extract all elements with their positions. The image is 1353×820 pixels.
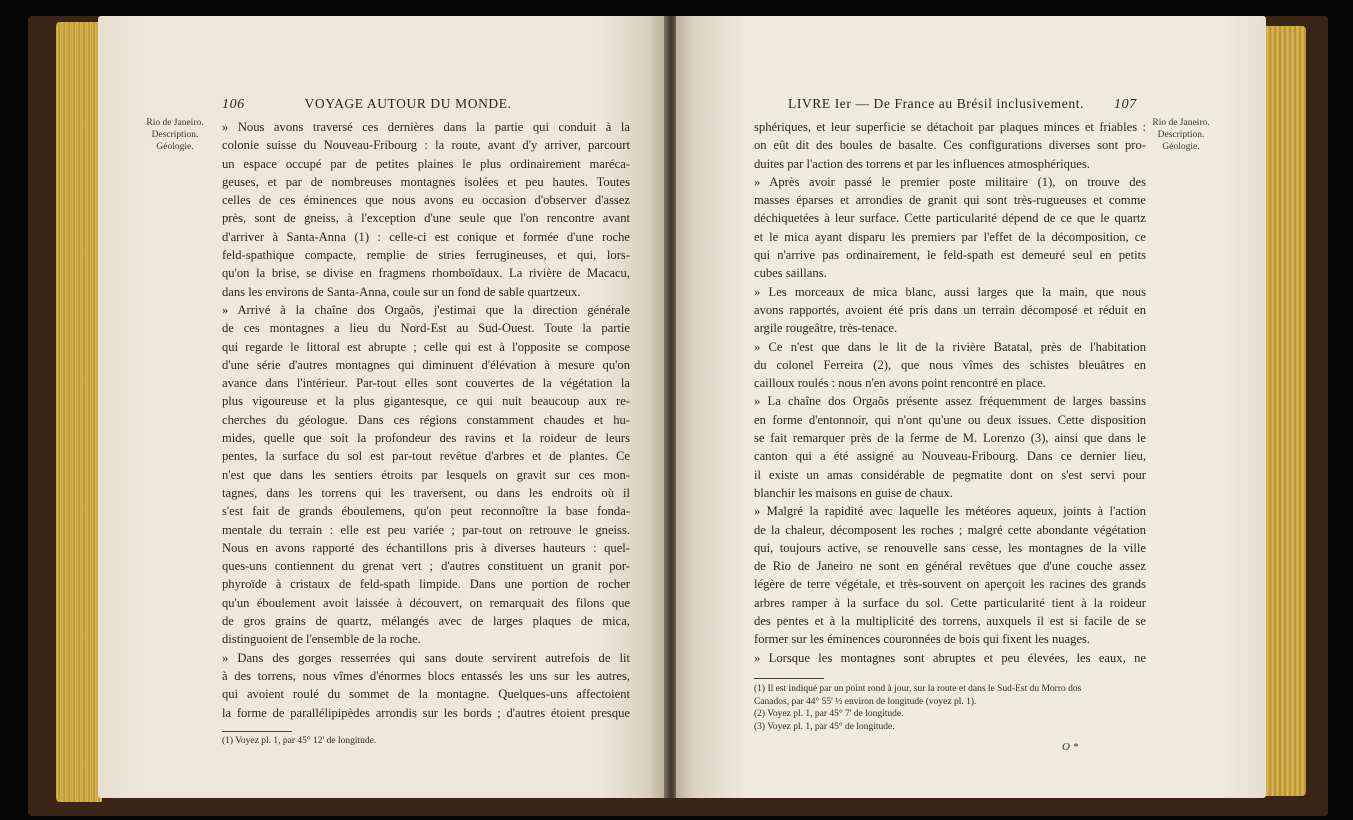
text-line: » La chaîne dos Orgaõs présente assez fréquemment de larges bassins: [754, 394, 1146, 409]
signature-mark: O *: [1062, 741, 1079, 753]
margin-note-line: Rio de Janeiro.: [1152, 118, 1210, 128]
right-running-title: LIVRE Ier — De France au Brésil inclusivement.: [788, 96, 1085, 111]
text-line: près, sont de gneiss, à l'exception d'une seule que l'on rencontre avant: [222, 211, 630, 226]
text-line: duites par l'action des torrens et par les influences atmosphériques.: [754, 156, 1090, 171]
left-body-text: [222, 118, 630, 722]
text-line: blanchir les maisons en guise de chaux.: [754, 485, 953, 500]
text-line: de ces montagnes a lieu du Nord-Est au Sud-Ouest. Toute la partie: [222, 321, 630, 336]
text-line: qu'on la brise, se divise en fragmens rhomboïdaux. La rivière de Macacu,: [222, 266, 630, 281]
text-line: » Nous avons traversé ces dernières dans la partie qui conduit à la: [222, 120, 630, 134]
text-line: d'une série d'autres montagnes qui diminuent d'élévation à mesure qu'on: [222, 357, 630, 372]
text-line: arbres ramper à la surface du sol. Cette particularité tient à la roideur: [754, 595, 1146, 610]
text-line: de Rio de Janeiro ne sont en général revêtues que d'une couche assez: [754, 559, 1146, 574]
footnote-line: (3) Voyez pl. 1, par 45° de longitude.: [754, 721, 895, 732]
margin-note-line: Géologie.: [1162, 142, 1200, 152]
text-line: celles de ces éminences que nous avons eu occasion d'observer d'assez: [222, 193, 630, 208]
text-line: dans les environs de Santa-Anna, coule sur un fond de sable quartzeux.: [222, 284, 581, 299]
left-footnotes: [222, 735, 630, 748]
right-footnotes: [754, 683, 1146, 733]
text-line: à des torrens, nous vîmes d'énormes blocs entassés les uns sur les autres,: [222, 668, 630, 683]
text-line: du colonel Ferreira (2), que nous vîmes des schistes bleuâtres en: [754, 357, 1146, 372]
text-line: un espace occupé par de petites plaines le plus ordinairement maréca-: [222, 156, 630, 171]
text-line: n'est que dans les sentiers étroits par lesquels on gravit sur ces mon-: [222, 467, 630, 482]
left-margin-note: [140, 117, 210, 153]
text-line: qui, toujours active, se renouvelle sans cesse, les montagnes de la ville: [754, 540, 1146, 555]
text-line: avance dans l'intérieur. Par-tout elles sont couvertes de la végétation la: [222, 376, 630, 391]
text-line: des pentes et à la multiplicité des torrens, auxquels il est si facile de se: [754, 614, 1146, 629]
right-footnote-rule: [754, 678, 824, 679]
footnote-line: (1) Il est indiqué par un point rond à jour, sur la route et dans le Sud-Est du Morro dos: [754, 684, 1082, 694]
footnote-line: (2) Voyez pl. 1, par 45° 7' de longitude.: [754, 709, 904, 720]
text-line: il existe un amas considérable de pegmatite dont on s'est servi pour: [754, 467, 1146, 482]
text-line: qui n'arrive pas ordinairement, le feld-spath est demeuré seul en petits: [754, 248, 1146, 263]
margin-note-line: Description.: [151, 130, 199, 140]
text-line: pentes, la surface du sol est par-tout revêtue d'arbres et de plantes. Ce: [222, 449, 630, 464]
footnote-line: Canados, par 44° 55' ½ environ de longitude (voyez pl. 1).: [754, 696, 977, 707]
text-line: qui regarde le littoral est abrupte ; celle qui est à l'opposite se compose: [222, 339, 630, 354]
text-line: » Après avoir passé le premier poste militaire (1), on trouve des: [754, 174, 1146, 189]
text-line: en forme d'entonnoir, qui n'ont qu'une ou deux issues. Cette disposition: [754, 412, 1146, 427]
text-line: canton qui a été assigné au Nouveau-Fribourg. Dans ce dernier lieu,: [754, 449, 1146, 464]
text-line: d'arriver à Santa-Anna (1) : celle-ci est conique et formée d'une roche: [222, 229, 630, 244]
margin-note-line: Géologie.: [156, 142, 194, 152]
text-line: et le mica ayant disparu les premiers par l'effet de la décomposition, ce: [754, 229, 1146, 244]
left-footnote-rule: [222, 731, 292, 732]
text-line: » Les morceaux de mica blanc, aussi larges que la main, que nous: [754, 284, 1146, 299]
page-edges-left: [56, 22, 102, 802]
left-page-number: 106: [222, 97, 245, 112]
text-line: s'est fait de grands éboulemens, qu'on peut reconnoître la base fonda-: [222, 504, 630, 519]
text-line: déchiquetées à leur surface. Cette particularité dépend de ce que le quartz: [754, 211, 1146, 226]
text-line: de la chaleur, décomposent les roches ; malgré cette abondante végétation: [754, 522, 1146, 537]
right-page-number: 107: [1114, 97, 1137, 112]
text-line: de gros grains de quartz, mélangés avec de larges plaques de mica,: [222, 614, 630, 629]
text-line: ques-uns contiennent du grenat vert ; d'autres constituent un granit por-: [222, 559, 630, 574]
text-line: cubes saillans.: [754, 266, 827, 281]
text-line: feld-spathique compacte, remplie de stries ferrugineuses, et qui, lors-: [222, 248, 630, 263]
text-line: légère de terre végétale, et très-souvent on aperçoit les racines des grands: [754, 577, 1146, 592]
text-line: cherches du géologue. Dans ces régions constamment chaudes et hu-: [222, 412, 630, 427]
text-line: cailloux roulés : nous n'en avons point rencontré en place.: [754, 376, 1046, 391]
text-line: former sur les éminences couronnées de bois qui fixent les nuages.: [754, 632, 1091, 647]
left-running-head: [222, 96, 512, 113]
right-margin-note: [1150, 117, 1212, 153]
text-line: distinguoient de l'ensemble de la roche.: [222, 632, 421, 647]
text-line: » Malgré la rapidité avec laquelle les météores aqueux, joints à l'action: [754, 504, 1146, 519]
text-line: » Arrivé à la chaîne dos Orgaõs, j'estimai que la direction générale: [222, 302, 630, 317]
text-line: » Ce n'est que dans le lit de la rivière Batatal, près de l'habitation: [754, 339, 1146, 354]
text-line: qui avoient roulé du sommet de la montagne. Quelques-uns affectoient: [222, 687, 630, 702]
text-line: » Dans des gorges resserrées qui sans doute servirent autrefois de lit: [222, 650, 630, 665]
text-line: geuses, et par de nombreuses montagnes isolées et peu hautes. Toutes: [222, 174, 630, 189]
margin-note-line: Description.: [1157, 130, 1205, 140]
text-line: Nous en avons rapporté des échantillons pris à diverses hauteurs : quel-: [222, 540, 630, 555]
footnote-line: (1) Voyez pl. 1, par 45° 12' de longitude.: [222, 736, 377, 746]
text-line: » Lorsque les montagnes sont abruptes et peu élevées, les eaux, ne: [754, 650, 1146, 665]
text-line: mides, quelle que soit la profondeur des ravins et la roideur de leurs: [222, 431, 630, 446]
right-running-head: [788, 96, 1137, 113]
text-line: la forme de parallélipipèdes arrondis sur les bords ; d'autres étoient presque: [222, 705, 630, 720]
text-line: qu'un éboulement avoit laissée à découvert, on remarquait des filons que: [222, 595, 630, 610]
text-line: masses éparses et arrondies de granit qui sont très-rugueuses et comme: [754, 193, 1146, 208]
text-line: phyroïde à cristaux de feld-spath limpide. Dans une portion de rocher: [222, 577, 630, 592]
text-line: tagnes, dans les torrens qui les traversent, ou dans les endroits où il: [222, 485, 630, 500]
text-line: plus vigoureuse et la plus gigantesque, ce qui nuit beaucoup aux re-: [222, 394, 630, 409]
left-running-title: VOYAGE AUTOUR DU MONDE.: [304, 96, 512, 111]
text-line: colonie suisse du Nouveau-Fribourg : la route, avant d'y arriver, parcourt: [222, 138, 630, 153]
right-body-text: [754, 118, 1146, 667]
text-line: se fait remarquer près de la ferme de M. Lorenzo (3), ainsi que dans le: [754, 431, 1146, 446]
page-edges-right: [1262, 26, 1306, 796]
text-line: argile rougeâtre, très-tenace.: [754, 321, 898, 336]
text-line: on eût dit des boules de basalte. Ces configurations diverses sont pro-: [754, 138, 1146, 153]
margin-note-line: Rio de Janeiro.: [146, 118, 204, 128]
text-line: mentale du terrain : elle est peu variée ; par-tout on retrouve le gneiss.: [222, 522, 630, 537]
text-line: avons rapportés, avoient été pris dans un terrain décomposé et réduit en: [754, 302, 1146, 317]
text-line: sphériques, et leur superficie se détachoit par plaques minces et friables :: [754, 120, 1146, 134]
